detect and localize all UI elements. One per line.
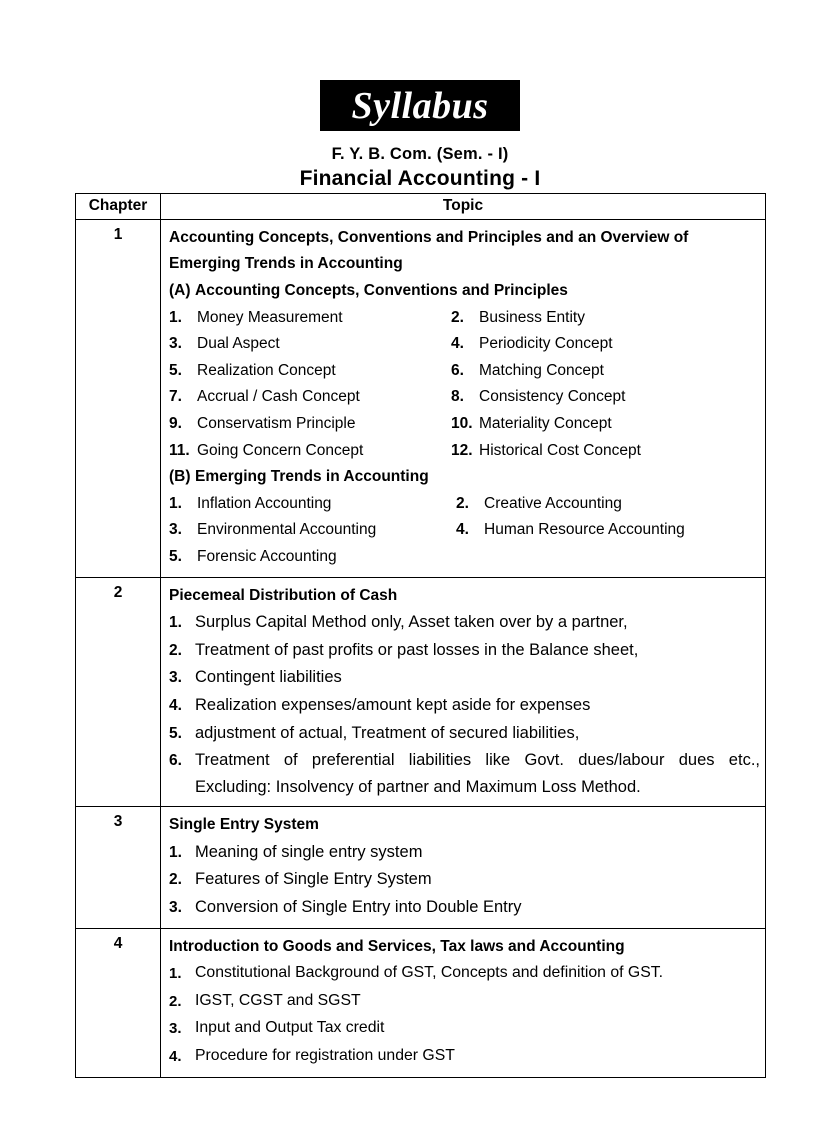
- chapter-heading: Introduction to Goods and Services, Tax laws and Accounting: [169, 937, 625, 955]
- list-item-number: 4.: [169, 696, 182, 714]
- list-item-number: 6.: [451, 361, 464, 379]
- list-item-number: 7.: [169, 388, 182, 406]
- list-item: [169, 1015, 760, 1043]
- list-item: [451, 438, 641, 465]
- list-item: [456, 517, 685, 544]
- table-row: [76, 807, 766, 928]
- list-row: [169, 517, 760, 544]
- course-subtitle: F. Y. B. Com. (Sem. - I): [331, 145, 509, 163]
- chapter-item-list: [169, 839, 760, 922]
- list-item-label: Consistency Concept: [479, 388, 626, 406]
- list-item: [451, 384, 625, 411]
- list-item-label: Input and Output Tax credit: [195, 1019, 385, 1037]
- list-item: [169, 866, 760, 894]
- list-item-number: 3.: [169, 1020, 182, 1038]
- list-item: [169, 331, 451, 358]
- list-item-number: 3.: [169, 335, 182, 353]
- chapter-topic-cell: [161, 807, 766, 928]
- list-item: [451, 305, 585, 332]
- chapter-number: 4: [76, 928, 161, 1077]
- chapter-topic-cell: [161, 577, 766, 807]
- list-row: [169, 331, 760, 358]
- list-item: [169, 960, 760, 988]
- list-item-label: Constitutional Background of GST, Concepts and definition of GST.: [195, 964, 664, 982]
- list-item-number: 4.: [451, 335, 464, 353]
- list-item-label: Human Resource Accounting: [484, 521, 685, 539]
- list-row: [169, 491, 760, 518]
- list-item: [169, 894, 760, 922]
- list-item-number: 9.: [169, 414, 182, 432]
- list-item: [169, 438, 451, 465]
- list-item: [169, 988, 760, 1016]
- list-item-label: Dual Aspect: [197, 335, 280, 353]
- chapter-topic-cell: [161, 928, 766, 1077]
- list-item: [169, 544, 456, 571]
- list-item: [169, 384, 451, 411]
- list-item-number: 1.: [169, 308, 182, 326]
- list-row: [169, 544, 760, 571]
- list-item-label: Features of Single Entry System: [195, 870, 432, 889]
- list-item: [169, 517, 456, 544]
- list-item-label: Materiality Concept: [479, 414, 612, 432]
- list-item-label: Business Entity: [479, 308, 585, 326]
- list-item-number: 2.: [169, 992, 182, 1010]
- list-item: [451, 411, 612, 438]
- list-item-number: 8.: [451, 388, 464, 406]
- column-header-topic: Topic: [161, 194, 766, 220]
- section-a-list: [169, 305, 760, 465]
- list-item-number: 1.: [169, 843, 182, 861]
- table-row: [76, 219, 766, 577]
- list-item-number: 4.: [456, 521, 469, 539]
- list-row: [169, 358, 760, 385]
- list-item: [169, 305, 451, 332]
- list-item: [169, 1043, 760, 1071]
- list-item-label: Procedure for registration under GST: [195, 1047, 455, 1065]
- syllabus-table: [75, 193, 766, 1078]
- chapter-number: 2: [76, 577, 161, 807]
- list-item-label: Periodicity Concept: [479, 335, 613, 353]
- list-item: [169, 637, 760, 665]
- list-item-number: 3.: [169, 899, 182, 917]
- chapter-item-list: [169, 609, 760, 800]
- list-item: [169, 491, 456, 518]
- list-item-label: Historical Cost Concept: [479, 441, 641, 459]
- list-item-number: 5.: [169, 361, 182, 379]
- list-item-number: 10.: [451, 414, 473, 432]
- list-item-label: Meaning of single entry system: [195, 842, 423, 861]
- syllabus-banner: [320, 80, 520, 131]
- chapter-number: 3: [76, 807, 161, 928]
- list-row: [169, 305, 760, 332]
- list-item-label: Forensic Accounting: [197, 547, 337, 565]
- list-item-label: Treatment of past profits or past losses in the Balance sheet,: [195, 640, 639, 659]
- table-row: [76, 928, 766, 1077]
- list-row: [169, 411, 760, 438]
- section-a-label: Accounting Concepts, Conventions and Principles: [195, 282, 568, 299]
- table-header-row: [76, 194, 766, 220]
- list-item-label: Matching Concept: [479, 361, 604, 379]
- list-item-label: Surplus Capital Method only, Asset taken over by a partner,: [195, 613, 628, 632]
- list-item-number: 5.: [169, 724, 182, 742]
- chapter-heading: Piecemeal Distribution of Cash: [169, 586, 398, 604]
- list-item: [169, 609, 760, 637]
- list-item-number: 11.: [169, 441, 190, 459]
- list-item-label: Inflation Accounting: [197, 494, 332, 512]
- list-item: [169, 720, 760, 748]
- list-item-number: 12.: [451, 441, 473, 459]
- list-item: [456, 491, 622, 518]
- list-item-label: IGST, CGST and SGST: [195, 991, 361, 1009]
- list-item-number: 3.: [169, 669, 182, 687]
- list-item: [169, 358, 451, 385]
- list-item: [169, 664, 760, 692]
- list-item-number: 1.: [169, 494, 182, 512]
- list-item-label: Accrual / Cash Concept: [197, 388, 360, 406]
- list-item-label: Environmental Accounting: [197, 521, 377, 539]
- list-item-number: 2.: [456, 494, 469, 512]
- list-item-number: 5.: [169, 547, 182, 565]
- list-item-number: 1.: [169, 614, 182, 632]
- list-item-label: Realization Concept: [197, 361, 336, 379]
- chapter-number: 1: [76, 219, 161, 577]
- list-item: [169, 839, 760, 867]
- section-b-list: [169, 491, 760, 571]
- list-row: [169, 384, 760, 411]
- page-title: Financial Accounting - I: [299, 167, 541, 190]
- chapter-item-list: [169, 960, 760, 1070]
- list-item-number: 6.: [169, 752, 182, 770]
- list-item-label: Contingent liabilities: [195, 668, 342, 687]
- list-item-label: Going Concern Concept: [197, 441, 364, 459]
- section-b-letter: (B): [169, 468, 191, 486]
- section-a-heading: [169, 278, 760, 305]
- list-item-label: adjustment of actual, Treatment of secured liabilities,: [195, 723, 580, 742]
- column-header-chapter: Chapter: [76, 194, 161, 220]
- list-item-label: Realization expenses/amount kept aside for expenses: [195, 695, 591, 714]
- list-item-label: Money Measurement: [197, 308, 343, 326]
- list-item: [451, 358, 604, 385]
- banner-title: Syllabus: [351, 84, 489, 127]
- list-item-label: Conservatism Principle: [197, 414, 356, 432]
- chapter-heading: Accounting Concepts, Conventions and Principles and an Overview of Emerging Trends in Accounting: [169, 228, 689, 273]
- list-item-number: 4.: [169, 1048, 182, 1066]
- list-item: [169, 411, 451, 438]
- list-item-label: Conversion of Single Entry into Double Entry: [195, 898, 522, 917]
- chapter-heading: Single Entry System: [169, 816, 319, 834]
- list-item-number: 2.: [169, 641, 182, 659]
- list-item-number: 2.: [451, 308, 464, 326]
- list-item: [451, 331, 613, 358]
- list-item-number: 3.: [169, 521, 182, 539]
- list-item-number: 1.: [169, 965, 182, 983]
- table-row: [76, 577, 766, 807]
- list-item-number: 2.: [169, 871, 182, 889]
- list-item: [169, 747, 760, 800]
- section-b-heading: [169, 464, 760, 491]
- section-b-label: Emerging Trends in Accounting: [195, 468, 429, 486]
- list-item-label: Treatment of preferential liabilities like Govt. dues/labour dues etc., Excluding: Insolvency of partner and Maximum Loss Method.: [195, 751, 760, 796]
- chapter-topic-cell: [161, 219, 766, 577]
- list-row: [169, 438, 760, 465]
- list-item: [169, 692, 760, 720]
- list-item-label: Creative Accounting: [484, 494, 622, 512]
- section-a-letter: (A): [169, 282, 191, 299]
